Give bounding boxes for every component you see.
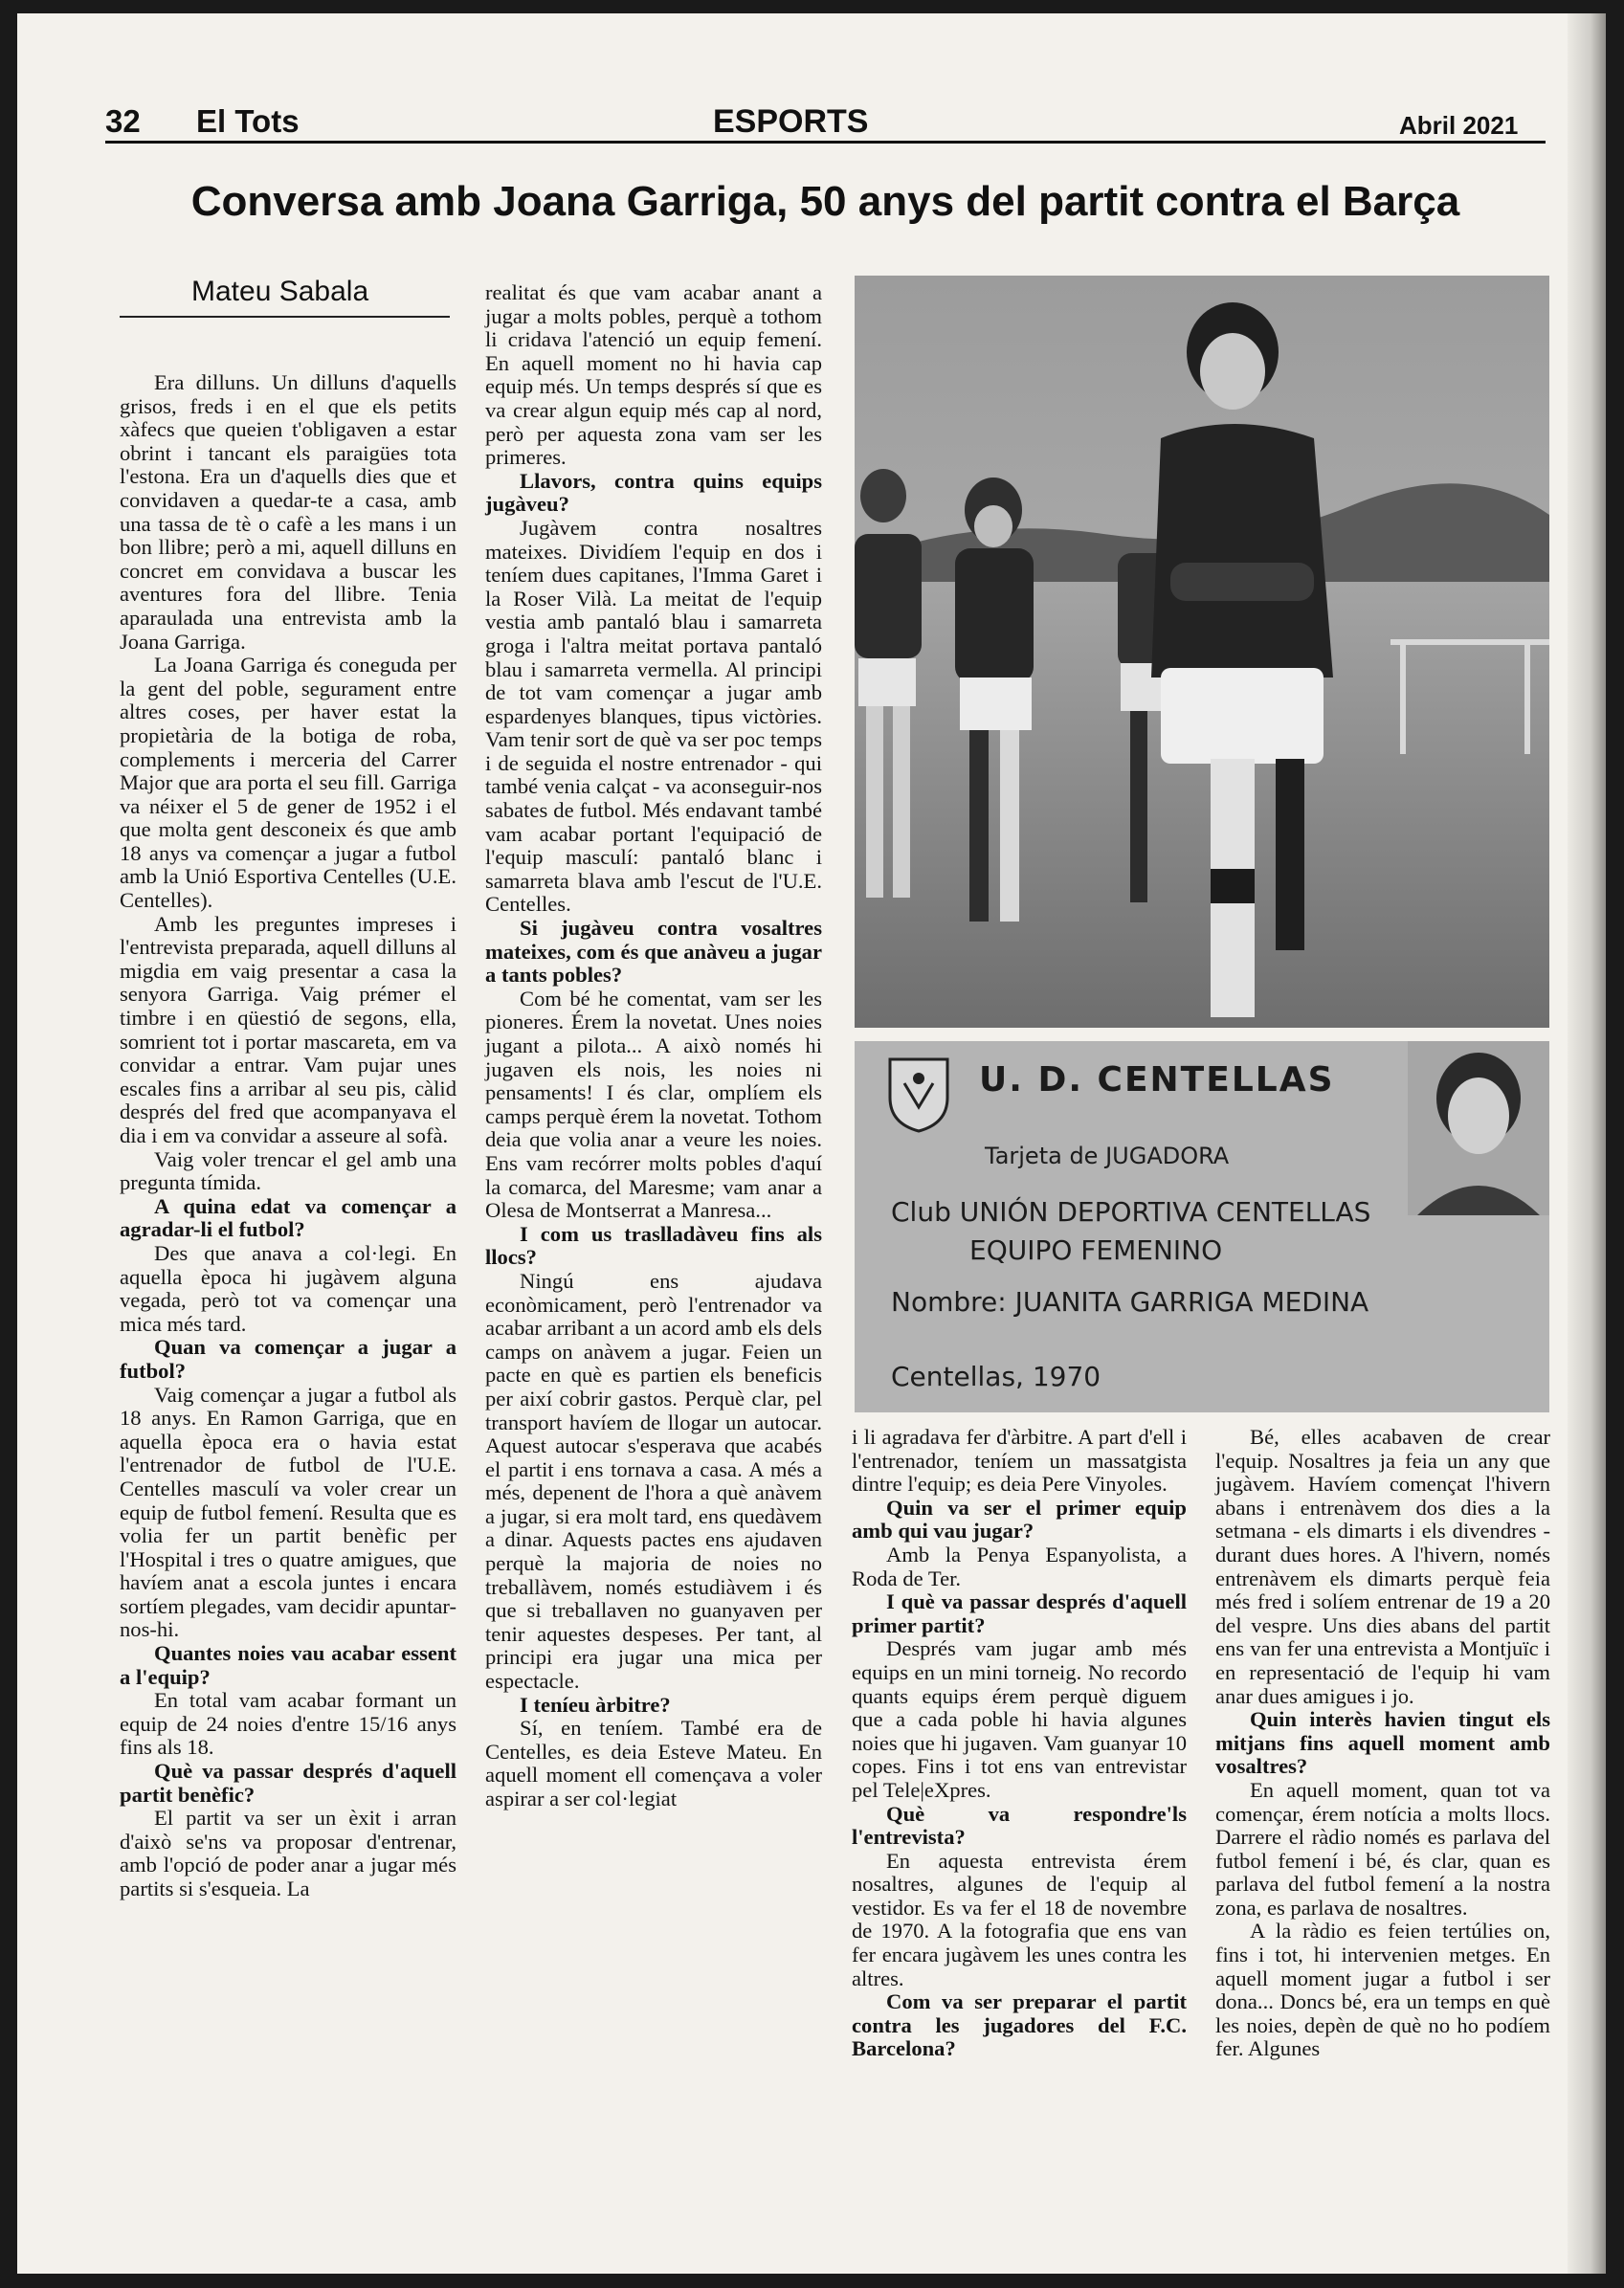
article-paragraph: Era dilluns. Un dilluns d'aquells grisos, freds i en el que els petits xàfecs que queien t'obligaven a estar obrint i tancant els paraigües tota l'estona. Era un d'aquells dies que et convidaven a quedar-te a casa, amb una tassa de tè o cafè a les mans i un bon llibre; però a mi, aquell dilluns en concret em convidava a buscar les aventures fora del llibre. Tenia aparaulada una entrevista amb la Joana Garriga. bbox=[120, 370, 456, 654]
interview-question: Quan va començar a jugar a futbol? bbox=[120, 1335, 456, 1383]
article-paragraph: Com bé he comentat, vam ser les pioneres. Érem la novetat. Unes noies jugant a pilota... A això només hi jugaven els nois, les noies ni pensaments! I és clar, omplíem els camps perquè érem la novetat. Tothom deia que volia anar a veure les noies. Ens vam recórrer molts pobles d'aquí la comarca, del Maresme; vam anar a Olesa de Montserrat a Manresa... bbox=[485, 986, 822, 1223]
page-gutter-shadow bbox=[1568, 13, 1606, 2274]
publication-name: El Tots bbox=[196, 103, 300, 139]
article-paragraph: En aquesta entrevista érem nosaltres, algunes de l'equip al vestidor. Es va fer el 18 de novembre de 1970. A la fotografia que ens van fer encara jugàvem les unes contra les altres. bbox=[852, 1848, 1187, 1990]
article-paragraph: Amb la Penya Espanyolista, a Roda de Ter. bbox=[852, 1542, 1187, 1590]
article-title: Conversa amb Joana Garriga, 50 anys del partit contra el Barça bbox=[190, 178, 1460, 225]
interview-question: Quin va ser el primer equip amb qui vau jugar? bbox=[852, 1495, 1187, 1544]
author-rule bbox=[120, 316, 450, 318]
interview-question: Què va passar després d'aquell partit benèfic? bbox=[120, 1759, 456, 1807]
card-portrait-photo bbox=[1408, 1041, 1549, 1215]
interview-question: I com us traslladàveu fins als llocs? bbox=[485, 1221, 822, 1270]
interview-question: Si jugàveu contra vosaltres mateixes, com és que anàveu a jugar a tants pobles? bbox=[485, 916, 822, 988]
page-number: 32 bbox=[105, 103, 141, 139]
article-paragraph: i li agradava fer d'àrbitre. A part d'ell i l'entrenador, teníem un massatgista dintre l'equip; es deia Pere Vinyoles. bbox=[852, 1425, 1187, 1497]
team-photo bbox=[855, 276, 1549, 1028]
header-rule bbox=[105, 141, 1546, 144]
interview-question: Quin interès havien tingut els mitjans fins aquell moment amb vosaltres? bbox=[1215, 1707, 1550, 1779]
article-paragraph: En aquell moment, quan tot va començar, érem notícia a molts llocs. Darrere el ràdio només es parlava del futbol femení i bé, és clar, quan es parlava del futbol femení a la nostra zona, es parlava de nosaltres. bbox=[1215, 1777, 1550, 1920]
article-paragraph: Vaig voler trencar el gel amb una pregunta tímida. bbox=[120, 1146, 456, 1195]
text-column-3 bbox=[852, 1426, 1187, 2061]
card-team-line: EQUIPO FEMENINO bbox=[969, 1234, 1223, 1266]
article-paragraph: Bé, elles acabaven de crear l'equip. Nosaltres ja feia un any que jugàvem. Havíem començat l'hivern abans i entrenàvem dos dies a la setmana - els dimarts i els divendres - durant dues hores. A l'hivern, només entrenàvem els dimarts perquè feia més fred i solíem entrenar de 19 a 20 del vespre. Uns dies abans del partit ens van fer una entrevista a Montjuïc i en representació de l'equip hi vam anar dues amigues i jo. bbox=[1215, 1425, 1550, 1708]
article-paragraph: realitat és que vam acabar anant a jugar a molts pobles, perquè a tothom li cridava l'atenció un equip femení. En aquell moment no hi havia cap equip més. Un temps després sí que es va crear algun equip més cap al nord, però per aquesta zona vam ser les primeres. bbox=[485, 280, 822, 470]
interview-question: Llavors, contra quins equips jugàveu? bbox=[485, 468, 822, 517]
interview-question: I què va passar després d'aquell primer partit? bbox=[852, 1589, 1187, 1637]
article-paragraph: Ningú ens ajudava econòmicament, però l'entrenador va acabar arribant a un acord amb els dels camps on anàvem a jugar. Feien un pacte en què es partien els beneficis per així cobrir gastos. Perquè clar, pel transport havíem de llogar un autocar. Aquest autocar s'esperava que acabés el partit i ens tornava a casa. A més a més, depenent de l'hora a què anàvem a jugar, si era molt tard, ens quedàvem a dinar. Aquests pactes ens ajudaven perquè la majoria de noies no treballàvem, només estudiàvem i és que si treballaven no guanyaven per tenir aquestes despeses. Per tant, al principi era jugar una mica per espectacle. bbox=[485, 1268, 822, 1694]
article-paragraph: A la ràdio es feien tertúlies on, fins i tot, hi intervenien metges. En aquell moment jugar a futbol i ser dona... Doncs bé, era un temps en què les noies, depèn de què no ho podíem fer. Algunes bbox=[1215, 1919, 1550, 2061]
card-club-line: Club UNIÓN DEPORTIVA CENTELLAS bbox=[891, 1196, 1371, 1228]
text-column-2 bbox=[485, 281, 822, 1811]
article-paragraph: Sí, en teníem. També era de Centelles, es deia Esteve Mateu. En aquell moment ell començava a voler aspirar a ser col·legiat bbox=[485, 1716, 822, 1810]
section-name: ESPORTS bbox=[713, 103, 869, 140]
article-paragraph: La Joana Garriga és coneguda per la gent del poble, segurament entre altres coses, per haver estat la propietària de la botiga de roba, complements i merceria del Carrer Major que ara porta el seu fill. Garriga va néixer el 5 de gener de 1952 i el que molta gent desconeix és que amb 18 anys va començar a jugar a futbol amb la Unió Esportiva Centelles (U.E. Centelles). bbox=[120, 653, 456, 913]
article-paragraph: Vaig començar a jugar a futbol als 18 anys. En Ramon Garriga, que en aquella època era o havia estat l'entrenador de futbol de l'U.E. Centelles masculí va voler crear un equip de futbol femení. Resulta que es volia fer un partit benèfic per l'Hospital i tres o quatre amigues, que havíem anat a escola juntes i encara sortíem plegades, vam decidir apuntar-nos-hi. bbox=[120, 1382, 456, 1642]
card-club-name: U. D. CENTELLAS bbox=[979, 1060, 1335, 1100]
article-paragraph: Amb les preguntes impreses i l'entrevista preparada, aquell dilluns al migdia em vaig presentar a casa la senyora Garriga. Vaig prémer el timbre i en qüestió de segons, ella, somrient tot i portar mascareta, em va convidar a entrar. Vam pujar unes escales fins a arribar al seu pis, càlid després del fred que acompanyava el dia i em va convidar a asseure al sofà. bbox=[120, 911, 456, 1147]
text-column-4 bbox=[1215, 1426, 1550, 2061]
interview-question: Què va respondre'ls l'entrevista? bbox=[852, 1801, 1187, 1850]
team-photo-image bbox=[855, 276, 1549, 1028]
article-author: Mateu Sabala bbox=[191, 276, 369, 307]
card-subtitle: Tarjeta de JUGADORA bbox=[985, 1143, 1230, 1169]
interview-question: I teníeu àrbitre? bbox=[520, 1692, 671, 1717]
issue-date: Abril 2021 bbox=[1399, 111, 1519, 140]
article-paragraph: En total vam acabar formant un equip de 24 noies d'entre 15/16 anys fins als 18. bbox=[120, 1688, 456, 1760]
interview-question: A quina edat va començar a agradar-li el futbol? bbox=[120, 1193, 456, 1242]
interview-question: Quantes noies vau acabar essent a l'equip? bbox=[120, 1641, 456, 1689]
article-paragraph: Jugàvem contra nosaltres mateixes. Dividíem l'equip en dos i teníem dues capitanes, l'Imma Garet i la Roser Vilà. La meitat de l'equip vestia amb pantaló blau i samarreta groga i l'altra meitat portava pantaló blau i samarreta vermella. Al principi de tot vam començar a jugar amb espardenyes blanques, tipus victòries. Vam tenir sort de què va ser poc temps i de seguida el nostre entrenador - qui també venia calçat - va aconseguir-nos sabates de futbol. Més endavant també vam acabar portant l'equipació de l'equip masculí: pantaló blanc i samarreta blava amb l'escut de l'U.E. Centelles. bbox=[485, 515, 822, 917]
card-name-line: Nombre: JUANITA GARRIGA MEDINA bbox=[891, 1286, 1369, 1318]
article-paragraph: El partit va ser un èxit i arran d'això se'ns va proposar d'entrenar, amb l'opció de poder anar a jugar més partits si s'esqueia. La bbox=[120, 1806, 456, 1900]
article-paragraph: Després vam jugar amb més equips en un mini torneig. No recordo quants equips érem perquè diguem que a cada poble hi havia algunes noies que hi jugaven. Vam guanyar 10 copes. Fins i tot ens van entrevistar pel Tele|eXpres. bbox=[852, 1636, 1187, 1802]
interview-question: Com va ser preparar el partit contra les jugadores del F.C. Barcelona? bbox=[852, 1989, 1187, 2061]
club-crest-icon bbox=[885, 1055, 952, 1133]
article-paragraph: Des que anava a col·legi. En aquella època hi jugàvem alguna vegada, però tot va començar una mica més tard. bbox=[120, 1240, 456, 1336]
card-place-date: Centellas, 1970 bbox=[891, 1361, 1101, 1392]
text-column-1 bbox=[120, 371, 456, 1901]
player-card bbox=[855, 1041, 1549, 1412]
